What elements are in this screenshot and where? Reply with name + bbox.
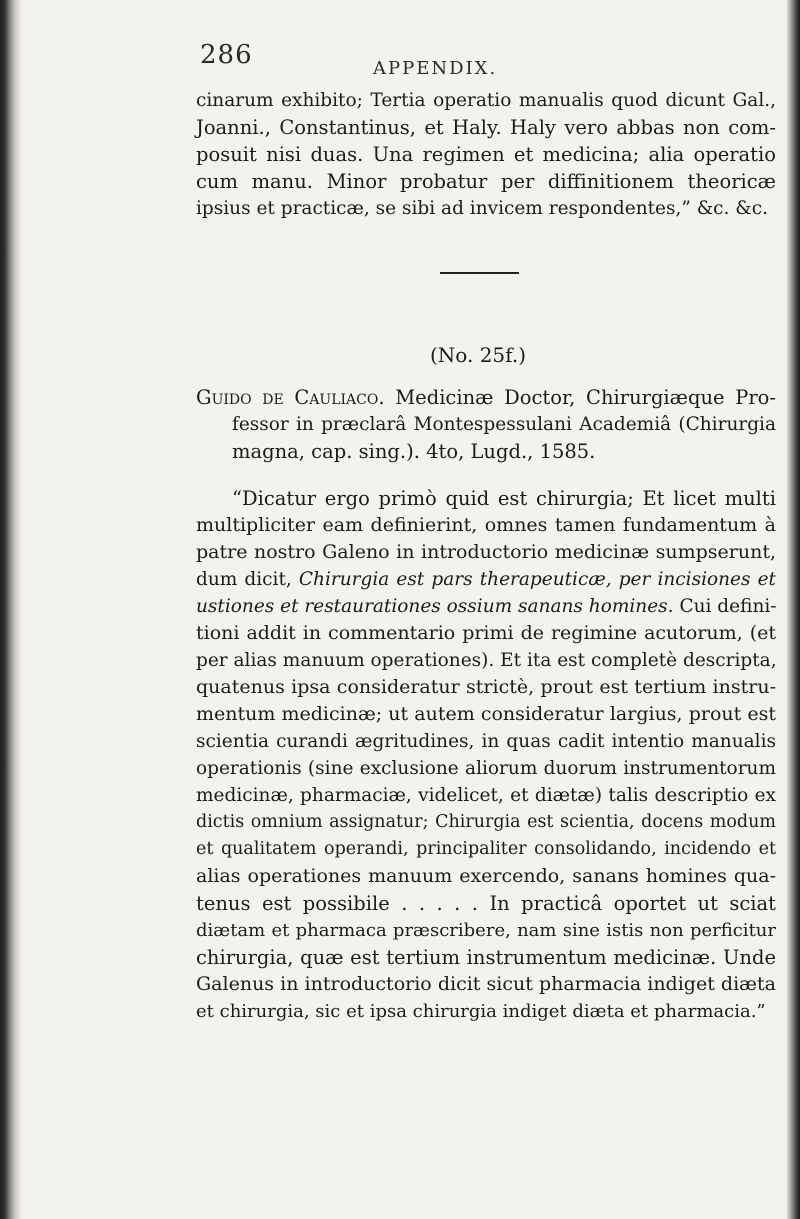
page-edge-shadow (786, 0, 800, 1219)
text-span: dum dicit, (196, 569, 299, 590)
text-line: “Dicatur ergo primò quid est chirurgia; Et licet multi (232, 487, 776, 510)
text-line: dictis omnium assignatur; Chirurgia est scientia, docens modum (196, 812, 776, 832)
text-line: cum manu. Minor probatur per diffinitionem theoricæ (196, 170, 776, 193)
text-line: medicinæ, pharmaciæ, videlicet, et diætæ) talis descriptio ex (196, 785, 776, 806)
text-line: chirurgia, quæ est tertium instrumentum medicinæ. Unde (196, 946, 776, 969)
text-line: alias operationes manuum exercendo, sanans homines qua- (196, 865, 776, 887)
continuation-paragraph (196, 87, 776, 222)
text-line: patre nostro Galeno in introductorio medicinæ sumpserunt, (196, 541, 776, 563)
text-span: Cui defini- (673, 596, 777, 617)
text-line: posuit nisi duas. Una regimen et medicina; alia operatio (196, 143, 776, 166)
text-line: ipsius et practicæ, se sibi ad invicem respondentes,” &c. &c. (196, 198, 769, 219)
running-head: APPENDIX. (373, 58, 498, 79)
text-line: et chirurgia, sic et ipsa chirurgia indiget diæta et pharmacia.” (196, 1001, 766, 1022)
page-number: 286 (200, 40, 253, 70)
text-line: Joanni., Constantinus, et Haly. Haly vero abbas non com- (196, 116, 776, 139)
text-line: multipliciter eam definierint, omnes tamen fundamentum à (196, 514, 776, 536)
text-line: mentum medicinæ; ut autem consideratur largius, prout est (196, 703, 776, 725)
text-line: tenus est possibile . . . . . In practicâ oportet ut sciat (196, 892, 776, 915)
section-divider (440, 272, 519, 274)
italic-definition: Chirurgia est pars therapeuticæ, per incisiones et (298, 569, 776, 590)
quotation-paragraph (196, 485, 776, 1025)
text-line: magna, cap. sing.). 4to, Lugd., 1585. (232, 440, 596, 463)
italic-definition: ustiones et restaurationes ossium sanans homines. (196, 596, 674, 617)
text-line: per alias manuum operationes). Et ita est completè descripta, (196, 650, 777, 671)
text-line (196, 566, 776, 593)
book-gutter-shadow (0, 0, 22, 1219)
text-line: operationis (sine exclusione aliorum duorum instrumentorum (196, 758, 776, 779)
entry-number: (No. 25f.) (430, 343, 527, 367)
text-line: Galenus in introductorio dicit sicut pharmacia indiget diæta (196, 973, 776, 995)
text-line: cinarum exhibito; Tertia operatio manualis quod dicunt Gal., (196, 90, 776, 111)
author-name: Guido de Cauliaco. (196, 386, 385, 409)
bibliographic-entry (196, 384, 776, 465)
text-line: scientia curandi ægritudines, in quas cadit intentio manualis (196, 731, 776, 752)
text-line: quatenus ipsa consideratur strictè, prout est tertium instru- (196, 676, 776, 698)
text-line (196, 384, 776, 411)
citation-text: Medicinæ Doctor, Chirurgiæque Pro- (395, 386, 777, 409)
text-line: tioni addit in commentario primi de regimine acutorum, (et (196, 622, 776, 644)
text-line (196, 593, 776, 620)
text-line: diætam et pharmaca præscribere, nam sine istis non perficitur (196, 920, 776, 941)
text-line: et qualitatem operandi, principaliter consolidando, incidendo et (196, 839, 776, 859)
text-line: fessor in præclarâ Montespessulani Academiâ (Chirurgia (232, 414, 776, 435)
